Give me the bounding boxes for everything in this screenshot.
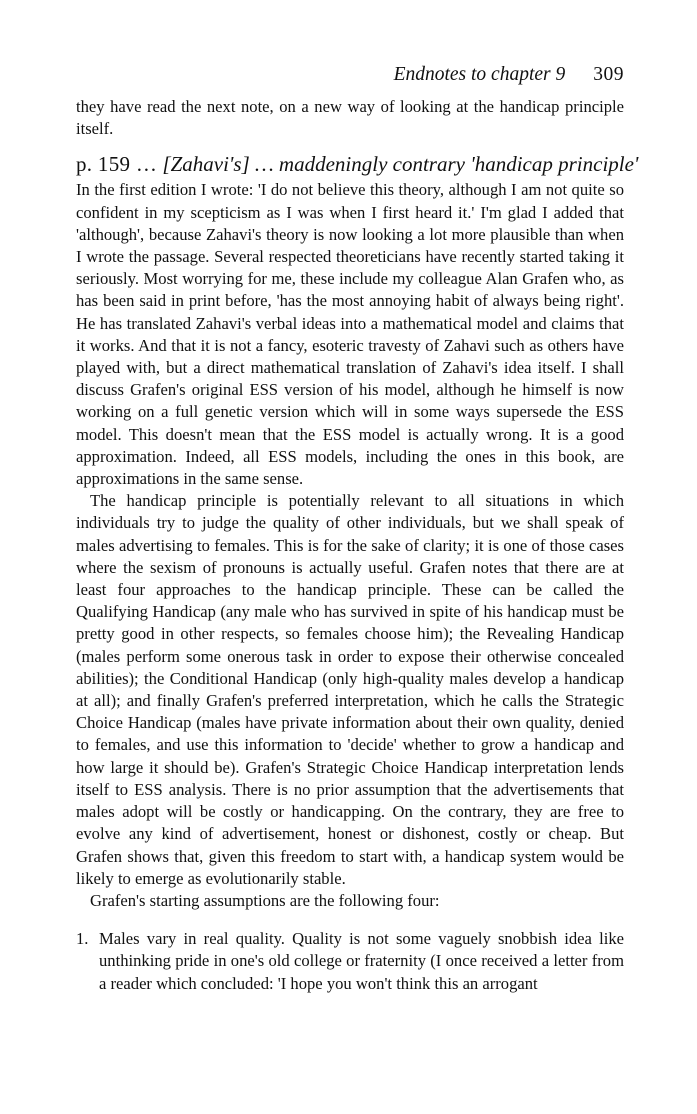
carryover-paragraph: they have read the next note, on a new way of looking at the handicap principle itself.	[76, 97, 624, 139]
list-item-text: Males vary in real quality. Quality is not some vaguely snobbish idea like unthinking pride in one's old college or fraternity (I once received a letter from a reader which concluded: 'I hope you won't think this an arrogant	[99, 929, 624, 993]
assumptions-list	[76, 928, 624, 995]
body-paragraph: The handicap principle is potentially relevant to all situations in which individuals try to judge the quality of other individuals, but we shall speak of males advertising to females. This is for the sake of clarity; it is one of those cases where the sexism of pronouns is actually useful. Grafen notes that there are at least four approaches to the handicap principle. These can be called the Qualifying Handicap (any male who has survived in spite of his handicap must be pretty good in other respects, so females choose him); the Revealing Handicap (males perform some onerous task in order to expose their otherwise concealed abilities); the Conditional Handicap (only high-quality males develop a handicap at all); and finally Grafen's preferred interpretation, which he calls the Strategic Choice Handicap (males have private information about their own quality, denied to females, and use this information to 'decide' whether to grow a handicap and how large it should be). Grafen's Strategic Choice Handicap interpretation lends itself to ESS analysis. There is no prior assumption that the advertisements that males adopt will be costly or handicapping. On the contrary, they are free to evolve any kind of advertisement, honest or dishonest, costly or cheap. But Grafen shows that, given this freedom to start with, a handicap system would be likely to emerge as evolutionarily stable.	[76, 491, 624, 888]
book-page	[76, 62, 639, 995]
list-item	[76, 928, 624, 995]
running-head	[76, 62, 624, 88]
body-paragraph: Grafen's starting assumptions are the following four:	[90, 890, 440, 910]
note-title: [Zahavi's] … maddeningly contrary 'handicap principle'	[162, 152, 639, 177]
list-item-number: 1.	[76, 929, 89, 949]
note-heading	[76, 151, 639, 177]
body-paragraph: In the first edition I wrote: 'I do not believe this theory, although I am not quite so confident in my scepticism as I was when I first heard it.' I'm glad I added that 'although', because Zahavi's theory is now looking a lot more plausible than when I wrote the passage. Several respected theoreticians have recently started taking it seriously. Most worrying for me, these include my colleague Alan Grafen who, as has been said in print before, 'has the most annoying habit of always being right'. He has translated Zahavi's verbal ideas into a mathematical model and claims that it works. And that it is not a fancy, esoteric travesty of Zahavi such as others have played with, but a direct mathematical translation of Zahavi's idea itself. I shall discuss Grafen's original ESS version of his model, although he himself is now working on a full genetic version which will in some ways supersede the ESS model. This doesn't mean that the ESS model is actually wrong. It is a good approximation. Indeed, all ESS models, including the ones in this book, are approximations in the same sense.	[76, 180, 624, 489]
note-page-reference: p. 159 …	[76, 152, 158, 177]
page-number: 309	[593, 64, 624, 85]
running-head-title: Endnotes to chapter 9	[393, 64, 566, 85]
